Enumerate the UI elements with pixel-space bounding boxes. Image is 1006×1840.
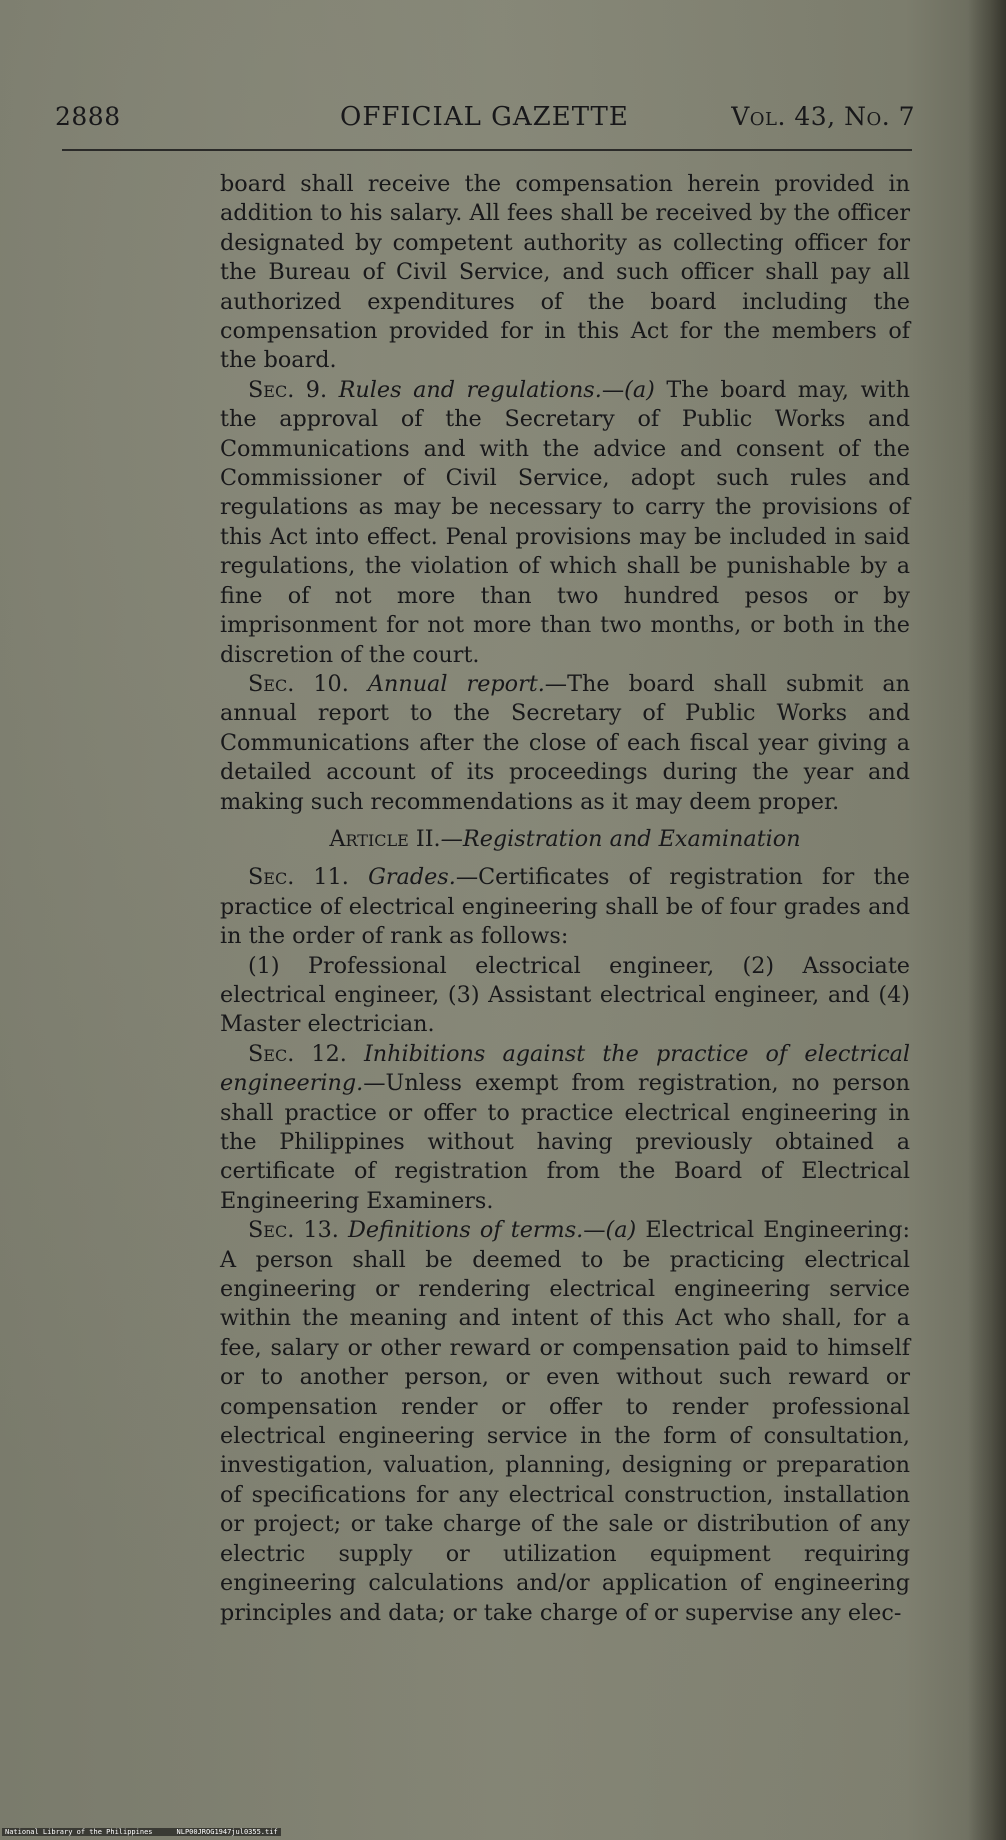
- section-9-title: Rules and regulations.: [338, 376, 602, 403]
- page-number: 2888: [55, 102, 121, 131]
- section-12: [220, 1040, 910, 1216]
- article-title: —Registration and Examination: [440, 825, 801, 852]
- section-12-title: Inhibitions against the practice of electrical engineering.: [220, 1040, 910, 1097]
- page-header: [55, 102, 915, 136]
- footer-file-id: NLP00JROG1947jul0355.tif: [176, 1828, 278, 1836]
- section-9-dash: —: [601, 376, 625, 403]
- section-11-text: —Certificates of registration for the practice of electrical engineering shall be of four grades and in the order of rank as follows:: [220, 864, 910, 950]
- section-9: [220, 376, 910, 670]
- section-11: [220, 863, 910, 951]
- section-9-item: (a): [624, 376, 655, 403]
- gazette-title: OFFICIAL GAZETTE: [340, 102, 629, 132]
- body-text: [220, 170, 910, 1628]
- section-10-title: Annual report.: [367, 670, 545, 697]
- section-12-text: —Unless exempt from registration, no person shall practice or offer to practice electrical engineering in the Philippines without having previously obtained a certificate of registration from the Board of Electrical Engineering Examiners.: [220, 1070, 910, 1214]
- page-spine-shadow: [968, 0, 1006, 1840]
- section-13-title: Definitions of terms.: [348, 1217, 584, 1244]
- section-11-grades: (1) Professional electrical engineer, (2) Associate electrical engineer, (3) Assistant electrical engineer, and (4) Master electrician.: [220, 952, 910, 1038]
- scan-footer: [2, 1828, 281, 1836]
- section-13-text: Electrical Engineering: A person shall be deemed to be practicing electrical engineering or rendering electrical engineering service within the meaning and intent of this Act who shall, for a fee, salary or other reward or compensation paid to himself or to another person, or even without such reward or compensation render or offer to render professional electrical engineering service in the form of consultation, investigation, valuation, planning, designing or preparation of specifications for any electrical construction, installation or project; or take charge of the sale or distribution of any electric supply or utilization equipment requiring engineering calculations and/or application of engineering principles and data; or take charge of or supervise any elec-: [220, 1217, 910, 1626]
- section-13: [220, 1216, 910, 1628]
- section-9-text: The board may, with the approval of the Secretary of Public Works and Communications and with the advice and consent of the Commissioner of Civil Service, adopt such rules and regulations as may be necessary to carry the provisions of this Act into effect. Penal provisions may be included in said regulations, the violation of which shall be punishable by a fine of not more than two hundred pesos or by imprisonment for not more than two months, or both in the discretion of the court.: [220, 376, 910, 668]
- section-9-label: Sec. 9.: [248, 376, 328, 403]
- section-13-item: (a): [605, 1217, 637, 1244]
- section-13-dash: —: [583, 1217, 606, 1244]
- volume-info: Vol. 43, No. 7: [731, 102, 915, 131]
- header-rule: [62, 149, 912, 151]
- section-10-text: —The board shall submit an annual report to the Secretary of Public Works and Communications after the close of each fiscal year giving a detailed account of its proceedings during the year and making such recommendations as it may deem proper.: [220, 670, 910, 815]
- article-heading: [220, 825, 910, 854]
- section-12-label: Sec. 12.: [248, 1040, 347, 1067]
- section-11-label: Sec. 11.: [248, 864, 349, 891]
- continuation-paragraph: board shall receive the compensation herein provided in addition to his salary. All fees shall be received by the officer designated by competent authority as collecting officer for the Bureau of Civil Service, and such officer shall pay all authorized expenditures of the board including the compensation provided for in this Act for the members of the board.: [220, 171, 910, 374]
- section-10-label: Sec. 10.: [248, 670, 349, 697]
- section-11-title: Grades.: [368, 864, 456, 891]
- section-10: [220, 670, 910, 817]
- article-label: Article II.: [329, 825, 441, 852]
- footer-library: National Library of the Philippines: [5, 1828, 153, 1836]
- section-13-label: Sec. 13.: [248, 1217, 339, 1244]
